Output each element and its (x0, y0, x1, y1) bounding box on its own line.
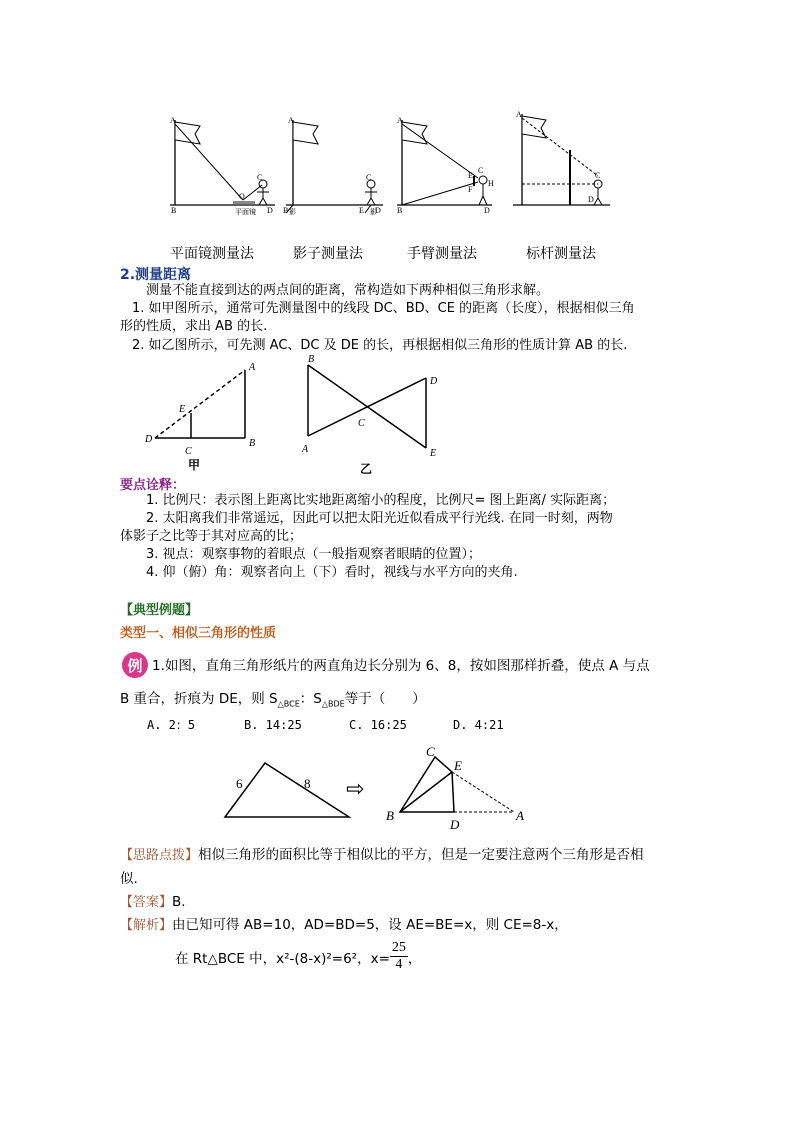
label-B: B (397, 206, 403, 215)
question-sub-bde: △BDE (321, 699, 345, 709)
label-C: C (257, 173, 263, 182)
jia-label-D: D (145, 434, 153, 445)
label-O: O (239, 192, 245, 201)
analysis-line2 (175, 940, 421, 973)
label-A: A (397, 116, 403, 125)
label-B: B (283, 206, 289, 215)
key-point-3: 3. 视点：观察事物的着眼点（一般指观察者眼睛的位置）； (146, 547, 482, 562)
label-A: A (170, 116, 176, 125)
answer-line (120, 893, 186, 912)
hint-text: 相似三角形的面积比等于相似比的平方，但是一定要注意两个三角形是否相 (198, 847, 644, 863)
label-D: D (375, 206, 381, 215)
label-H: H (488, 179, 494, 188)
label-D: D (484, 206, 490, 215)
example-badge: 例 (122, 652, 148, 678)
question-line2 (120, 690, 426, 714)
answer-text: B. (172, 894, 186, 910)
examples-heading: 【典型例题】 (120, 603, 199, 618)
label-A: A (516, 110, 522, 119)
fold-label-A: A (516, 808, 524, 823)
fraction-numerator: 25 (391, 940, 406, 955)
hint-line1 (120, 846, 644, 865)
yi-label-E: E (430, 448, 437, 459)
label-shadow-2: 影 (370, 208, 377, 216)
answer-label: 【答案】 (120, 895, 173, 910)
key-points-heading: 要点诠释： (120, 478, 186, 493)
jia-label-C: C (185, 446, 192, 457)
section2-item1-line1: 1. 如甲图所示，通常可先测量图中的线段 DC、BD、CE 的距离（长度），根据相似三角 (132, 301, 635, 316)
label-C: C (595, 171, 601, 180)
jia-label-B: B (249, 438, 256, 449)
label-C: C (478, 166, 484, 175)
option-b: B. 14:25 (244, 718, 302, 732)
question-line1: 1.如图，直角三角形纸片的两直角边长分别为 6、8，按如图那样折叠，使点 A 与点 (152, 658, 650, 674)
fold-label-D: D (450, 817, 460, 832)
label-D: D (267, 206, 273, 215)
label-F: F (468, 185, 473, 194)
side-8-label: 8 (304, 776, 311, 791)
section2-heading: 2.测量距离 (120, 267, 192, 283)
fold-label-C: C (426, 744, 435, 759)
label-E: E (468, 171, 473, 180)
option-a: A. 2：5 (147, 718, 196, 732)
key-point-1: 1. 比例尺：表示图上距离比实地距离缩小的程度，比例尺= 图上距离/ 实际距离； (146, 493, 616, 508)
yi-label-B: B (308, 354, 315, 365)
jia-label-E: E (179, 404, 186, 415)
analysis-text-2-post: ， (407, 950, 422, 967)
hint-label: 【思路点拨】 (120, 848, 199, 863)
shadow-method-diagram (283, 110, 393, 220)
figure-jia-diagram (145, 358, 275, 458)
label-E: E (359, 206, 364, 215)
yi-label-A: A (302, 444, 309, 455)
transform-arrow: ⇨ (346, 777, 365, 802)
side-6-label: 6 (236, 776, 243, 791)
label-shadow: 影 (289, 208, 296, 216)
label-D: D (588, 195, 594, 204)
analysis-label: 【解析】 (120, 918, 173, 933)
figure-jia-name: 甲 (188, 458, 201, 472)
jia-label-A: A (249, 362, 256, 373)
question-line2-pre: B 重合，折痕为 DE，则 S (120, 691, 278, 707)
option-c: C. 16:25 (349, 718, 407, 732)
fraction-denominator: 4 (395, 957, 403, 972)
analysis-text-2: 在 Rt△BCE 中，x²-(8-x)²=6²，x= (175, 950, 390, 967)
figure-yi-name: 乙 (360, 462, 373, 476)
option-d: D. 4:21 (453, 718, 504, 732)
type1-heading: 类型一、相似三角形的性质 (120, 626, 277, 641)
analysis-text-1: 由已知可得 AB=10，AD=BD=5，设 AE=BE=x，则 CE=8-x， (172, 917, 568, 933)
caption-pole: 标杆测量法 (526, 246, 596, 262)
question-sub-bce: △BCE (277, 699, 300, 709)
yi-label-D: D (430, 376, 438, 387)
section2-intro: 测量不能直接到达的两点间的距离，常构造如下两种相似三角形求解。 (146, 283, 550, 298)
key-point-2-line2: 体影子之比等于其对应高的比； (120, 529, 303, 544)
hint-line2: 似. (120, 871, 138, 887)
caption-shadow: 影子测量法 (293, 246, 363, 262)
analysis-line1 (120, 916, 568, 935)
question-line2-post: 等于（ ） (344, 691, 426, 707)
key-point-2-line1: 2. 太阳离我们非常遥远，因此可以把太阳光近似看成平行光线. 在同一时刻，两物 (146, 511, 613, 526)
caption-arm: 手臂测量法 (407, 246, 477, 262)
question-line2-mid: ：S (299, 691, 322, 707)
mirror-method-diagram (165, 110, 285, 220)
section2-item1-line2: 形的性质，求出 AB 的长. (120, 319, 268, 334)
fold-label-B: B (386, 808, 394, 823)
label-mirror: 平面镜 (235, 208, 256, 216)
fold-triangle-diagram (220, 740, 540, 835)
figure-yi-diagram (298, 350, 448, 462)
yi-label-C: C (358, 418, 365, 429)
fraction-25-over-4 (390, 940, 408, 973)
fold-label-E: E (454, 758, 462, 773)
label-C: C (366, 173, 372, 182)
label-A: A (288, 116, 294, 125)
label-B: B (171, 206, 177, 215)
arm-method-diagram (392, 110, 502, 220)
section2-item2: 2. 如乙图所示，可先测 AC、DC 及 DE 的长，再根据相似三角形的性质计算 AB 的长. (132, 338, 628, 353)
caption-mirror: 平面镜测量法 (170, 246, 254, 262)
pole-method-diagram (508, 102, 618, 220)
key-point-4: 4. 仰（俯）角：观察者向上（下）看时，视线与水平方向的夹角. (146, 565, 518, 580)
